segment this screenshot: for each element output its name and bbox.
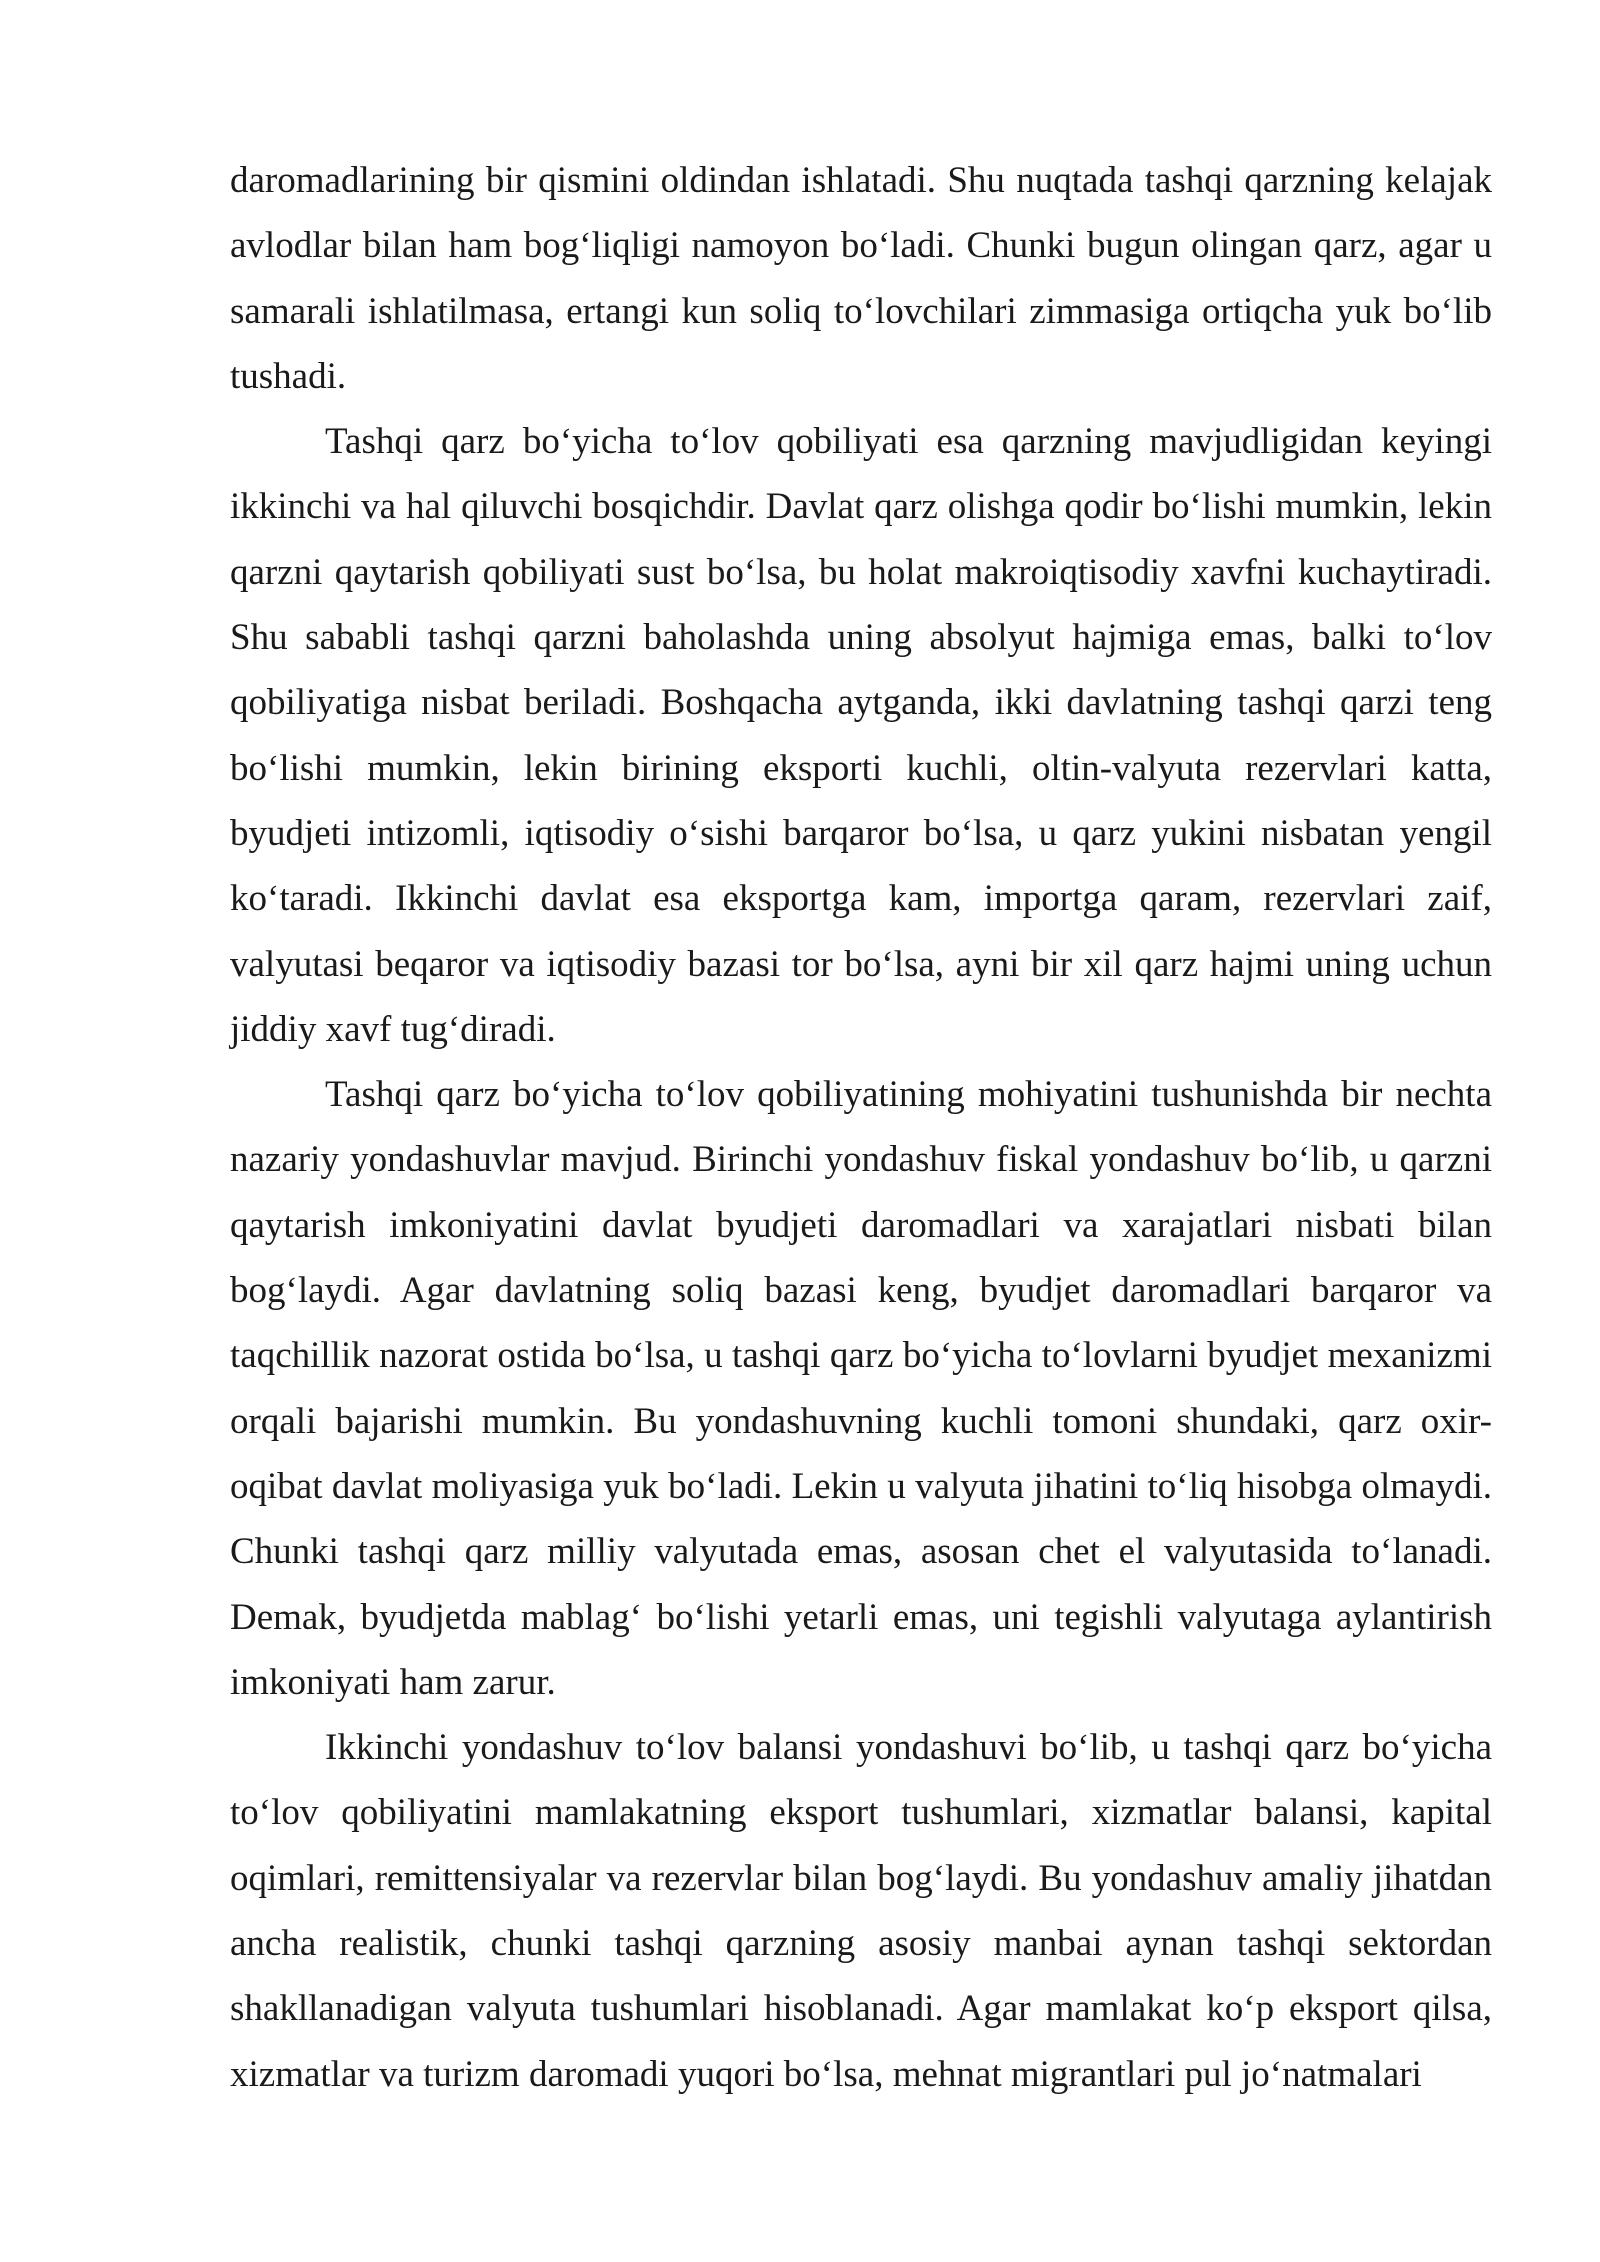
paragraph-continuation: daromadlarining bir qismini oldindan ishlatadi. Shu nuqtada tashqi qarzning kelajak avlodlar bilan ham bog‘liqligi namoyon bo‘ladi. Chunki bugun olingan qarz, agar u samarali ishlatilmasa, ertangi kun soliq to‘lovchilari zimmasiga ortiqcha yuk bo‘lib tushadi. bbox=[230, 160, 1492, 397]
paragraph-solvency-stage: Tashqi qarz bo‘yicha to‘lov qobiliyati esa qarzning mavjudligidan keyingi ikkinchi va hal qiluvchi bosqichdir. Davlat qarz olishga qodir bo‘lishi mumkin, lekin qarzni qaytarish qobiliyati sust bo‘lsa, bu holat makroiqtisodiy xavfni kuchaytiradi. Shu sababli tashqi qarzni baholashda uning absolyut hajmiga emas, balki to‘lov qobiliyatiga nisbat beriladi. Boshqacha aytganda, ikki davlatning tashqi qarzi teng bo‘lishi mumkin, lekin birining eksporti kuchli, oltin-valyuta rezervlari katta, byudjeti intizomli, iqtisodiy o‘sishi barqaror bo‘lsa, u qarz yukini nisbatan yengil ko‘taradi. Ikkinchi davlat esa eksportga kam, importga qaram, rezervlari zaif, valyutasi beqaror va iqtisodiy bazasi tor bo‘lsa, ayni bir xil qarz hajmi uning uchun jiddiy xavf tug‘diradi. bbox=[230, 421, 1492, 1050]
paragraph-fiscal-approach: Tashqi qarz bo‘yicha to‘lov qobiliyatining mohiyatini tushunishda bir nechta nazariy yondashuvlar mavjud. Birinchi yondashuv fiskal yondashuv bo‘lib, u qarzni qaytarish imkoniyatini davlat byudjeti daromadlari va xarajatlari nisbati bilan bog‘laydi. Agar davlatning soliq bazasi keng, byudjet daromadlari barqaror va taqchillik nazorat ostida bo‘lsa, u tashqi qarz bo‘yicha to‘lovlarni byudjet mexanizmi orqali bajarishi mumkin. Bu yondashuvning kuchli tomoni shundaki, qarz oxir-oqibat davlat moliyasiga yuk bo‘ladi. Lekin u valyuta jihatini to‘liq hisobga olmaydi. Chunki tashqi qarz milliy valyutada emas, asosan chet el valyutasida to‘lanadi. Demak, byudjetda mablag‘ bo‘lishi yetarli emas, uni tegishli valyutaga aylantirish imkoniyati ham zarur. bbox=[230, 1074, 1492, 1703]
document-body bbox=[230, 148, 1492, 2107]
paragraph-balance-of-payments-approach: Ikkinchi yondashuv to‘lov balansi yondashuvi bo‘lib, u tashqi qarz bo‘yicha to‘lov qobiliyatini mamlakatning eksport tushumlari, xizmatlar balansi, kapital oqimlari, remittensiyalar va rezervlar bilan bog‘laydi. Bu yondashuv amaliy jihatdan ancha realistik, chunki tashqi qarzning asosiy manbai aynan tashqi sektordan shakllanadigan valyuta tushumlari hisoblanadi. Agar mamlakat ko‘p eksport qilsa, xizmatlar va turizm daromadi yuqori bo‘lsa, mehnat migrantlari pul jo‘natmalari bbox=[230, 1727, 1492, 2095]
